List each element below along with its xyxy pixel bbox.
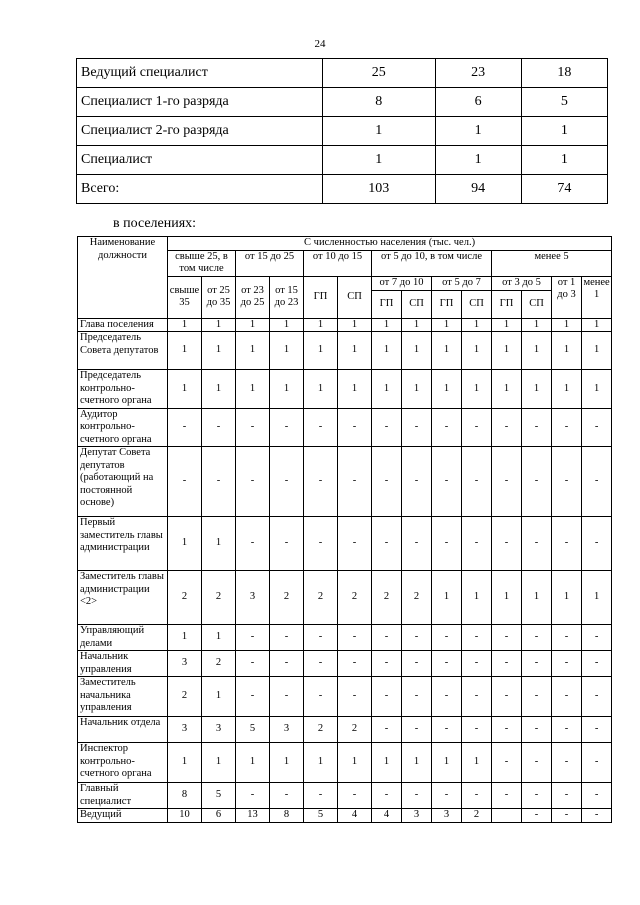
staffing-cell: 1 [552, 318, 582, 332]
summary-table [76, 58, 608, 204]
staffing-cell: 1 [552, 370, 582, 409]
staffing-cell: - [432, 651, 462, 677]
staffing-cell: 1 [168, 332, 202, 370]
staffing-cell: 3 [432, 809, 462, 823]
staffing-cell: - [582, 677, 612, 717]
summary-row-label: Всего: [77, 175, 323, 204]
summary-row-label: Ведущий специалист [77, 59, 323, 88]
staffing-cell: - [372, 717, 402, 743]
staffing-cell: 1 [202, 332, 236, 370]
staffing-cell: 2 [202, 651, 236, 677]
staffing-cell: 1 [582, 571, 612, 625]
staffing-cell: - [462, 651, 492, 677]
staffing-cell: 1 [270, 332, 304, 370]
staffing-row [78, 717, 612, 743]
position-name: Ведущий [78, 809, 168, 823]
staffing-cell: 1 [338, 318, 372, 332]
staffing-row [78, 743, 612, 783]
staffing-cell: 1 [168, 370, 202, 409]
staffing-cell: - [552, 517, 582, 571]
staffing-cell: - [372, 783, 402, 809]
staffing-cell: - [492, 677, 522, 717]
staffing-cell: 2 [168, 571, 202, 625]
summary-row [77, 117, 608, 146]
staffing-row [78, 370, 612, 409]
staffing-cell: - [462, 517, 492, 571]
summary-cell: 23 [435, 59, 521, 88]
staffing-cell: 1 [168, 743, 202, 783]
staffing-cell: - [402, 677, 432, 717]
header-sub-5-7: от 5 до 7 [432, 276, 492, 290]
staffing-cell: - [462, 677, 492, 717]
staffing-cell: - [202, 408, 236, 447]
staffing-cell: - [338, 651, 372, 677]
staffing-cell: 8 [168, 783, 202, 809]
staffing-cell: - [522, 743, 552, 783]
position-name: Управляющий делами [78, 625, 168, 651]
staffing-cell: 2 [402, 571, 432, 625]
staffing-cell: 1 [202, 743, 236, 783]
summary-row [77, 59, 608, 88]
header-type-gp: ГП [304, 276, 338, 318]
staffing-cell: 1 [402, 370, 432, 409]
staffing-cell: 1 [552, 332, 582, 370]
staffing-cell: - [582, 408, 612, 447]
staffing-row [78, 332, 612, 370]
staffing-cell: 1 [462, 370, 492, 409]
staffing-cell: - [462, 625, 492, 651]
staffing-cell: 2 [202, 571, 236, 625]
staffing-cell: - [402, 447, 432, 517]
staffing-cell: 1 [402, 743, 432, 783]
staffing-cell: 3 [168, 651, 202, 677]
staffing-row [78, 651, 612, 677]
staffing-cell: 1 [402, 332, 432, 370]
staffing-cell: - [338, 408, 372, 447]
staffing-cell: 8 [270, 809, 304, 823]
header-group-5-10: от 5 до 10, в том числе [372, 250, 492, 276]
staffing-row [78, 809, 612, 823]
staffing-cell: 1 [492, 332, 522, 370]
staffing-cell: - [402, 408, 432, 447]
header-population: С численностью населения (тыс. чел.) [168, 237, 612, 251]
staffing-cell [492, 809, 522, 823]
staffing-cell: 1 [304, 743, 338, 783]
staffing-cell: 1 [522, 318, 552, 332]
staffing-cell: - [492, 625, 522, 651]
staffing-cell: - [492, 743, 522, 783]
staffing-cell: 1 [432, 370, 462, 409]
header-type-sp: СП [462, 290, 492, 318]
staffing-cell: 1 [462, 571, 492, 625]
header-type-gp: ГП [432, 290, 462, 318]
position-name: Первый заместитель главы администрации [78, 517, 168, 571]
staffing-cell: - [338, 517, 372, 571]
staffing-cell: - [522, 625, 552, 651]
staffing-cell: - [582, 517, 612, 571]
staffing-cell: - [522, 783, 552, 809]
summary-cell: 1 [521, 117, 607, 146]
staffing-cell: 10 [168, 809, 202, 823]
staffing-cell: - [552, 651, 582, 677]
position-name: Инспектор контрольно-счетного органа [78, 743, 168, 783]
summary-cell: 18 [521, 59, 607, 88]
staffing-cell: 2 [462, 809, 492, 823]
staffing-cell: 1 [236, 743, 270, 783]
summary-cell: 94 [435, 175, 521, 204]
staffing-cell: 1 [304, 332, 338, 370]
position-name: Депутат Совета депутатов (работающий на постоянной основе) [78, 447, 168, 517]
staffing-cell: 2 [338, 571, 372, 625]
staffing-cell: - [522, 517, 552, 571]
staffing-cell: - [202, 447, 236, 517]
staffing-cell: 2 [304, 571, 338, 625]
staffing-cell: - [432, 408, 462, 447]
staffing-cell: - [582, 651, 612, 677]
staffing-cell: - [338, 625, 372, 651]
position-name: Начальник управления [78, 651, 168, 677]
staffing-cell: 1 [522, 571, 552, 625]
staffing-cell: - [552, 809, 582, 823]
header-group-15-25: от 15 до 25 [236, 250, 304, 276]
staffing-cell: - [462, 717, 492, 743]
staffing-cell: - [338, 447, 372, 517]
summary-cell: 103 [323, 175, 436, 204]
staffing-cell: - [522, 408, 552, 447]
staffing-cell: 4 [338, 809, 372, 823]
staffing-cell: - [432, 717, 462, 743]
staffing-cell: - [270, 447, 304, 517]
staffing-cell: - [402, 717, 432, 743]
header-sub-1-3: от 1 до 3 [552, 276, 582, 318]
staffing-cell: 1 [552, 571, 582, 625]
staffing-cell: - [402, 625, 432, 651]
summary-row-label: Специалист 1-го разряда [77, 88, 323, 117]
staffing-cell: 2 [372, 571, 402, 625]
staffing-cell: 1 [462, 332, 492, 370]
staffing-row [78, 783, 612, 809]
summary-cell: 1 [435, 146, 521, 175]
staffing-cell: 1 [492, 571, 522, 625]
staffing-row [78, 517, 612, 571]
staffing-cell: - [432, 517, 462, 571]
staffing-cell: - [552, 783, 582, 809]
staffing-cell: - [338, 677, 372, 717]
header-group-over-25: свыше 25, в том числе [168, 250, 236, 276]
section-subtitle: в поселениях: [113, 216, 197, 231]
staffing-cell: 1 [338, 743, 372, 783]
header-sub-over-35: свыше 35 [168, 276, 202, 318]
staffing-cell: 1 [202, 625, 236, 651]
staffing-cell: - [552, 625, 582, 651]
staffing-cell: 2 [168, 677, 202, 717]
staffing-cell: - [492, 783, 522, 809]
header-type-gp: ГП [492, 290, 522, 318]
staffing-cell: 1 [462, 743, 492, 783]
summary-row [77, 88, 608, 117]
staffing-cell: 13 [236, 809, 270, 823]
staffing-cell: 1 [270, 370, 304, 409]
staffing-cell: 1 [338, 332, 372, 370]
staffing-cell: 1 [582, 332, 612, 370]
staffing-cell: - [582, 625, 612, 651]
staffing-cell: 3 [402, 809, 432, 823]
staffing-cell: 4 [372, 809, 402, 823]
staffing-cell: - [462, 783, 492, 809]
summary-cell: 74 [521, 175, 607, 204]
staffing-cell: 1 [582, 370, 612, 409]
staffing-cell: - [432, 447, 462, 517]
staffing-cell: - [522, 447, 552, 517]
staffing-cell: 1 [202, 318, 236, 332]
position-name: Глава поселения [78, 318, 168, 332]
staffing-cell: 1 [432, 571, 462, 625]
staffing-cell: - [432, 677, 462, 717]
staffing-cell: 1 [202, 677, 236, 717]
staffing-cell: - [236, 677, 270, 717]
staffing-cell: - [304, 517, 338, 571]
staffing-cell: 3 [270, 717, 304, 743]
staffing-cell: - [270, 517, 304, 571]
staffing-cell: - [402, 651, 432, 677]
staffing-cell: 1 [270, 743, 304, 783]
staffing-cell: - [236, 408, 270, 447]
header-sub-3-5: от 3 до 5 [492, 276, 552, 290]
staffing-cell: - [552, 717, 582, 743]
summary-cell: 8 [323, 88, 436, 117]
position-name: Председатель Совета депутатов [78, 332, 168, 370]
summary-cell: 25 [323, 59, 436, 88]
page-number: 24 [314, 38, 326, 50]
staffing-cell: 1 [236, 370, 270, 409]
staffing-cell: 1 [304, 318, 338, 332]
staffing-row [78, 318, 612, 332]
staffing-cell: 1 [522, 370, 552, 409]
staffing-row [78, 571, 612, 625]
staffing-cell: - [462, 447, 492, 517]
staffing-row [78, 447, 612, 517]
staffing-cell: - [402, 783, 432, 809]
staffing-cell: 3 [168, 717, 202, 743]
staffing-cell: 1 [462, 318, 492, 332]
staffing-cell: 1 [270, 318, 304, 332]
staffing-cell: - [168, 447, 202, 517]
header-sub-25-35: от 25 до 35 [202, 276, 236, 318]
summary-cell: 1 [323, 146, 436, 175]
staffing-cell: 1 [338, 370, 372, 409]
position-name: Аудитор контрольно-счетного органа [78, 408, 168, 447]
position-name: Начальник отдела [78, 717, 168, 743]
staffing-row [78, 677, 612, 717]
staffing-cell: 2 [304, 717, 338, 743]
staffing-cell: - [522, 717, 552, 743]
staffing-cell: - [582, 743, 612, 783]
staffing-cell: - [432, 783, 462, 809]
staffing-cell: 1 [168, 318, 202, 332]
staffing-cell: 1 [432, 318, 462, 332]
staffing-row [78, 408, 612, 447]
summary-cell: 6 [435, 88, 521, 117]
staffing-cell: 6 [202, 809, 236, 823]
header-sub-under-1: менее 1 [582, 276, 612, 318]
staffing-table [77, 236, 612, 823]
summary-cell: 1 [521, 146, 607, 175]
summary-row [77, 146, 608, 175]
header-sub-7-10: от 7 до 10 [372, 276, 432, 290]
position-name: Заместитель главы администрации <2> [78, 571, 168, 625]
header-type-sp: СП [338, 276, 372, 318]
staffing-cell: - [552, 743, 582, 783]
summary-row [77, 175, 608, 204]
staffing-cell: 1 [402, 318, 432, 332]
summary-cell: 5 [521, 88, 607, 117]
staffing-cell: - [236, 783, 270, 809]
staffing-cell: 1 [236, 318, 270, 332]
header-position-name: Наименование должности [78, 237, 168, 319]
staffing-cell: - [432, 625, 462, 651]
header-type-sp: СП [402, 290, 432, 318]
staffing-cell: 5 [304, 809, 338, 823]
header-sub-15-23: от 15 до 23 [270, 276, 304, 318]
staffing-cell: - [372, 677, 402, 717]
staffing-cell: - [270, 651, 304, 677]
staffing-cell: - [270, 408, 304, 447]
staffing-cell: 1 [432, 743, 462, 783]
header-group-under-5: менее 5 [492, 250, 612, 276]
staffing-cell: 5 [236, 717, 270, 743]
staffing-cell: 1 [202, 517, 236, 571]
staffing-cell: - [168, 408, 202, 447]
staffing-cell: - [402, 517, 432, 571]
staffing-cell: - [522, 809, 552, 823]
staffing-cell: - [462, 408, 492, 447]
summary-cell: 1 [323, 117, 436, 146]
staffing-cell: 1 [492, 370, 522, 409]
staffing-cell: 3 [236, 571, 270, 625]
staffing-cell: 3 [202, 717, 236, 743]
staffing-cell: - [304, 783, 338, 809]
header-group-10-15: от 10 до 15 [304, 250, 372, 276]
staffing-cell: 1 [492, 318, 522, 332]
staffing-cell: - [236, 625, 270, 651]
staffing-cell: - [522, 677, 552, 717]
staffing-cell: 5 [202, 783, 236, 809]
staffing-cell: 1 [372, 318, 402, 332]
header-type-sp: СП [522, 290, 552, 318]
staffing-cell: 1 [582, 318, 612, 332]
staffing-cell: 1 [304, 370, 338, 409]
staffing-cell: - [236, 517, 270, 571]
staffing-cell: - [304, 677, 338, 717]
staffing-cell: - [304, 447, 338, 517]
staffing-cell: 1 [372, 332, 402, 370]
staffing-cell: - [304, 625, 338, 651]
staffing-cell: - [338, 783, 372, 809]
staffing-cell: - [492, 408, 522, 447]
staffing-cell: 1 [372, 370, 402, 409]
staffing-cell: 2 [270, 571, 304, 625]
staffing-cell: - [372, 517, 402, 571]
staffing-cell: - [522, 651, 552, 677]
position-name: Председатель контрольно-счетного органа [78, 370, 168, 409]
staffing-cell: - [582, 717, 612, 743]
header-sub-23-25: от 23 до 25 [236, 276, 270, 318]
position-name: Главный специалист [78, 783, 168, 809]
staffing-cell: - [372, 625, 402, 651]
staffing-cell: - [270, 783, 304, 809]
staffing-cell: - [582, 447, 612, 517]
staffing-cell: - [304, 651, 338, 677]
staffing-cell: 2 [338, 717, 372, 743]
summary-cell: 1 [435, 117, 521, 146]
staffing-cell: - [304, 408, 338, 447]
staffing-cell: 1 [236, 332, 270, 370]
staffing-cell: - [372, 651, 402, 677]
staffing-cell: - [492, 517, 522, 571]
staffing-cell: - [372, 447, 402, 517]
staffing-cell: 1 [202, 370, 236, 409]
staffing-cell: 1 [168, 625, 202, 651]
staffing-cell: - [270, 677, 304, 717]
staffing-cell: - [236, 447, 270, 517]
staffing-row [78, 625, 612, 651]
staffing-cell: - [270, 625, 304, 651]
staffing-cell: 1 [432, 332, 462, 370]
staffing-cell: - [582, 809, 612, 823]
position-name: Заместитель начальника управления [78, 677, 168, 717]
staffing-cell: - [552, 447, 582, 517]
summary-row-label: Специалист 2-го разряда [77, 117, 323, 146]
summary-row-label: Специалист [77, 146, 323, 175]
staffing-cell: - [492, 447, 522, 517]
staffing-cell: - [492, 717, 522, 743]
staffing-cell: 1 [372, 743, 402, 783]
header-type-gp: ГП [372, 290, 402, 318]
staffing-cell: - [236, 651, 270, 677]
staffing-cell: - [552, 408, 582, 447]
staffing-cell: - [492, 651, 522, 677]
staffing-cell: - [552, 677, 582, 717]
staffing-cell: 1 [522, 332, 552, 370]
staffing-cell: - [372, 408, 402, 447]
staffing-cell: - [582, 783, 612, 809]
staffing-cell: 1 [168, 517, 202, 571]
